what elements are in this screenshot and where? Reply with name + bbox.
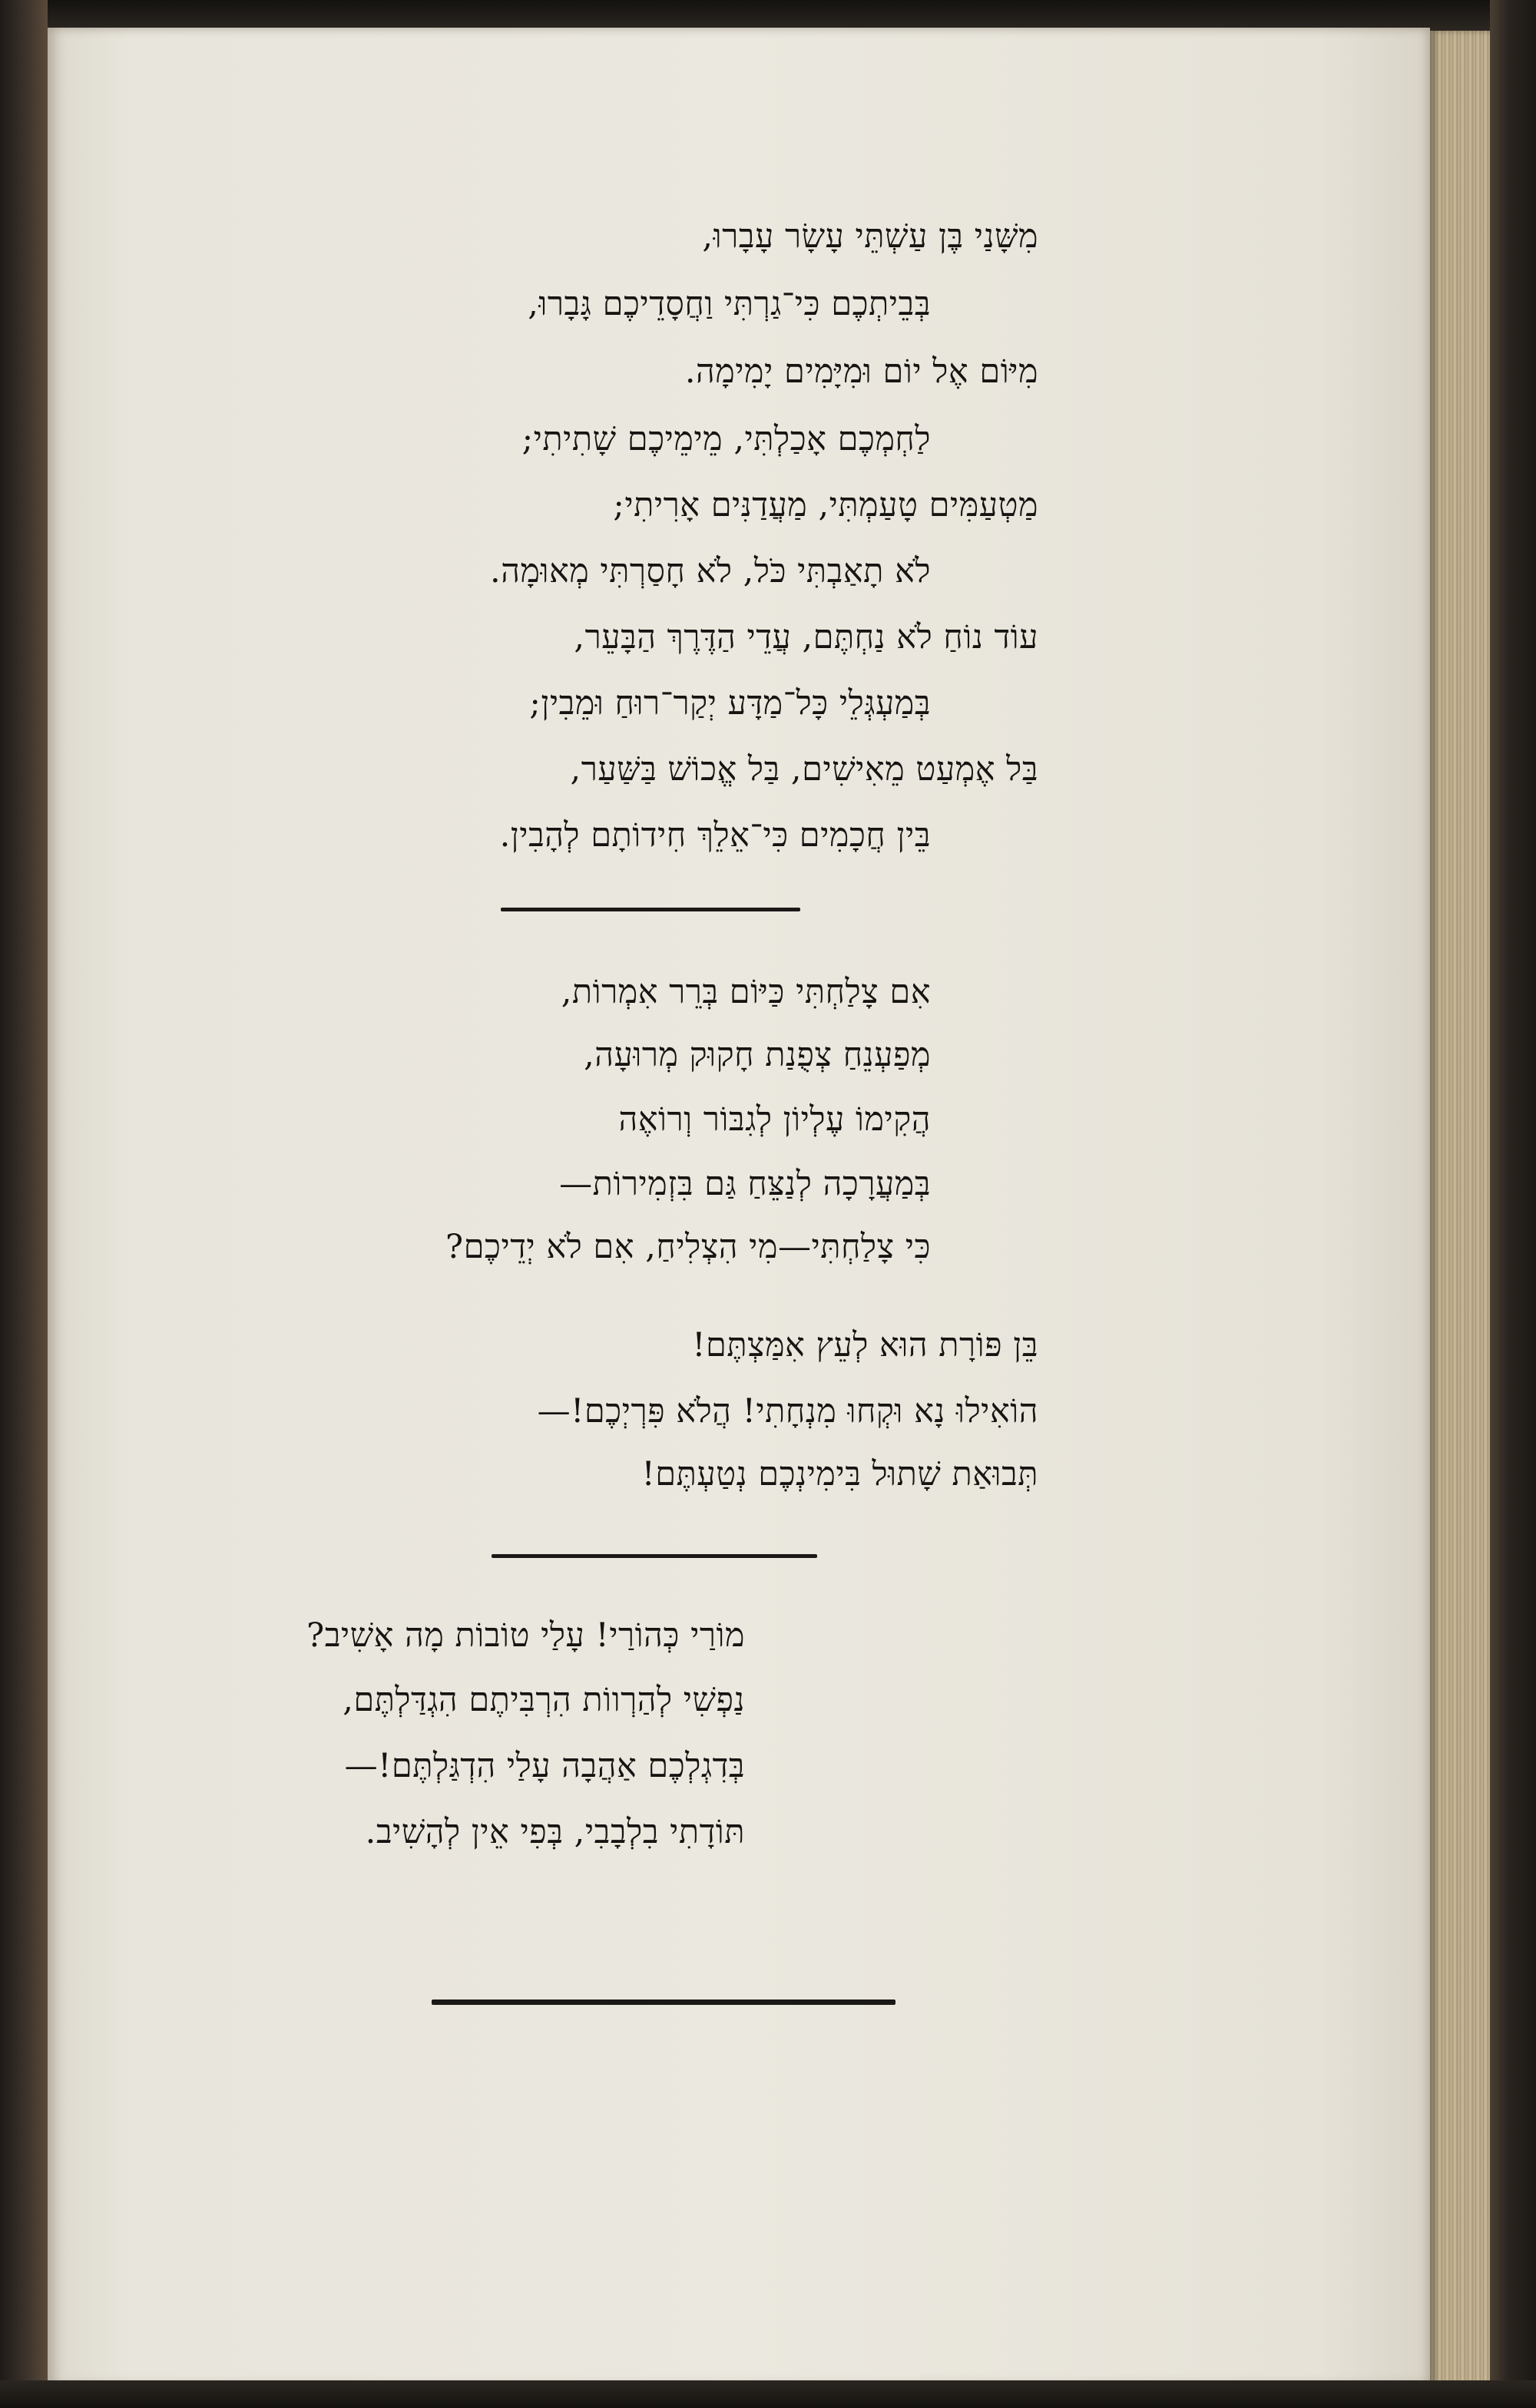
section-divider [492, 1554, 817, 1558]
poem-line: מִיּוֹם אֶל יוֹם וּמִיָּמִים יָמִימָה. [684, 352, 1038, 391]
poem-line: בֵּין חֲכָמִים כִּי־אֵלֵךְ חִידוֹתָם לְהָבִין. [499, 816, 931, 855]
closing-divider [432, 2000, 895, 2005]
poem-line: מִשָּׁנַי בֶּן עַשְׁתֵּי עָשָׂר עָבָרוּ, [702, 217, 1038, 256]
poem-line: מוֹרַי כְּהוֹרַי! עָלַי טוֹבוֹת מָה אָשִׁיב? [306, 1616, 745, 1655]
book-bottom-edge [0, 2380, 1536, 2408]
book-top-edge [0, 0, 1536, 31]
page-stack-edge [1430, 31, 1491, 2396]
poem-line: תְּבוּאַת שָׁתוּל בִּימִינְכֶם נְטַעְתֶּם! [641, 1455, 1038, 1493]
poem-line: הֲקִימוֹ עֶלְיוֹן לְגִבּוֹר וְרוֹאֶה [618, 1100, 931, 1139]
poem-line: בְּבֵיתְכֶם כִּי־גַרְתִּי וַחֲסָדֵיכֶם גָּבָרוּ, [528, 285, 931, 323]
poem-line: נַפְשִׁי לְהַרְווֹת הִרְבִּיתֶם הִגְדַּלְתֶּם, [343, 1681, 745, 1719]
section-divider [501, 908, 800, 911]
poem-line: לֹא תָאַבְתִּי כֹּל, לֹא חָסַרְתִּי מְאוּמָה. [490, 552, 931, 590]
poem-line: בַּל אֶמְעַט מֵאִישִׁים, בַּל אֱכוֹשׁ בַּשַּׁעַר, [570, 750, 1038, 789]
poem-line: מְפַעְנֵחַ צְפֻנַת חָקוּק מְרוּעָה, [584, 1036, 931, 1074]
poem-line: בְּדִגְלְכֶם אַהֲבָה עָלַי הִדְגַּלְתֶּם!— [344, 1747, 745, 1785]
poem-line: בְּמַעְגְּלֵי כָּל־מַדָּע יְקַר־רוּחַ וּמֵבִין; [529, 684, 931, 723]
poem-line: עוֹד נוֹחַ לֹא נַחְתֶּם, עֲדֵי הַדֶּרֶךְ הַבָּעֵר, [574, 618, 1038, 657]
book-left-cover [0, 0, 48, 2408]
book-right-cover [1490, 0, 1536, 2408]
poem-line: אִם צָלַחְתִּי כַּיּוֹם בְּרֵר אִמְרוֹת, [561, 973, 931, 1011]
poem-line: בֵּן פּוֹרָת הוּא לְעֵץ אִמַּצְתֶּם! [692, 1326, 1038, 1364]
poem-line: בְּמַעֲרָכָה לְנַצֵּחַ גַּם בִּזְמִירוֹת— [559, 1165, 931, 1203]
poem-line: כִּי צָלַחְתִּי—מִי הִצְלִיחַ, אִם לֹא יְדֵיכֶם? [445, 1228, 931, 1266]
poem-line: הוֹאִילוּ נָא וּקְחוּ מִנְחָתִי! הֲלֹא פִּרְיְכֶם!— [537, 1392, 1038, 1431]
poem-line: לַחְמְכֶם אָכַלְתִּי, מֵימֵיכֶם שָׁתִיתִי; [521, 420, 931, 458]
poem-line: מַטְעַמִּים טָעַמְתִּי, מַעֲדַנִּים אָרִיתִי; [613, 486, 1038, 524]
poem-line: תּוֹדָתִי בִלְבָבִי, בְּפִי אֵין לְהָשִׁיב. [365, 1813, 745, 1851]
